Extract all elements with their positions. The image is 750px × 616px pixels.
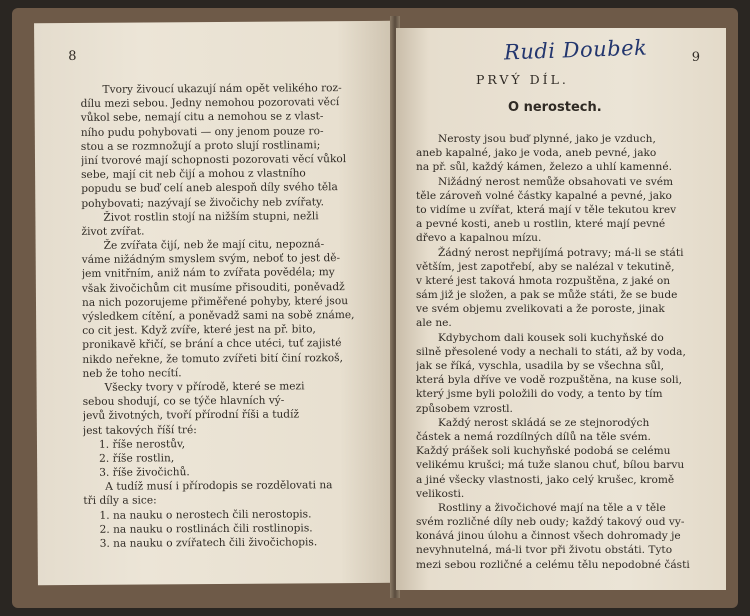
text-line: Tvory živoucí ukazují nám opět velikého roz-	[102, 82, 342, 96]
text-line: jem vnitřním, aniž nám to zvířata povědéla; my	[81, 266, 335, 281]
text-line: Každý prášek soli kuchyňské podobá se celému	[416, 445, 671, 458]
text-line: pronikavě křičí, se brání a chce utéci, tuť zajisté	[82, 337, 342, 352]
text-line: svém rozličné díly neb oudy; každý takový oud vy-	[416, 516, 685, 529]
text-line: aneb kapalné, jako je voda, aneb pevné, jako	[416, 147, 657, 160]
part-title: PRVÝ DÍL.	[476, 72, 569, 87]
list-item: 2. na nauku o rostlinách čili rostlinopis.	[99, 522, 313, 536]
text-line: stou a se rozmnožují a proto slují rostlinami;	[80, 139, 321, 153]
text-line: Žádný nerost nepřijímá potravy; má-li se státi	[438, 246, 684, 259]
text-line: jiní tvorové mají schopnosti pozorovati věcí vůkol	[80, 153, 347, 167]
text-line: Kdybychom dali kousek soli kuchyňské do	[438, 331, 664, 344]
text-line: a jiné všecky vlastnosti, jako celý krušec, kromě	[416, 473, 675, 486]
list-item: 2. říše rostlin,	[99, 452, 175, 465]
text-line: Že zvířata čijí, neb že mají citu, nepozná-	[103, 238, 325, 252]
text-line: dřevo a kapalnou mízu.	[416, 232, 542, 245]
handwritten-signature: Rudi Doubek	[503, 35, 648, 65]
text-line: dílu mezi sebou. Jedny nemohou pozorovati věcí	[80, 96, 340, 111]
text-line: částek a nemá rozdílných dílů na těle svém.	[416, 430, 651, 443]
text-line: v které jest taková hmota rozpuštěna, z jaké on	[416, 274, 671, 287]
list-item: 1. říše nerostův,	[98, 437, 186, 451]
text-line: vůkol sebe, nemají citu a nemohou se z vlast-	[80, 110, 324, 125]
left-page	[34, 21, 394, 585]
text-line: sebou shodují, co se týče hlavních vý-	[82, 394, 285, 409]
text-line: Rostliny a živočichové mají na těle a v těle	[438, 501, 666, 514]
text-line: pohybovati; nazývají se živočichy neb zvířaty.	[81, 195, 325, 210]
list-item: 3. říše živočichů.	[99, 466, 190, 479]
text-line: konává jinou úlohu a činnost všech dohromady je	[416, 530, 681, 543]
text-line: silně přesolené vody a nechali to státi, až by voda,	[416, 345, 686, 358]
text-line: popudu se buď celí aneb alespoň díly svého těla	[81, 181, 338, 196]
text-line: A tudíž musí i přírodopis se rozdělovati na	[105, 479, 333, 494]
left-page-text	[80, 81, 383, 551]
list-item: 3. na nauku o zvířatech čili živočichopis.	[99, 536, 318, 550]
text-line: těle zároveň volné částky kapalné a pevné, jako	[416, 189, 672, 202]
text-line: nevyhnutelná, má-li tvor při životu obstáti. Tyto	[416, 544, 673, 557]
text-line: sám již je složen, a pak se může státi, že se bude	[416, 289, 678, 302]
page-number: 8	[68, 48, 77, 65]
page-number: 9	[691, 50, 700, 65]
right-page	[396, 28, 726, 590]
text-line: na př. sůl, každý kámen, železo a uhlí kamenné.	[416, 161, 673, 174]
text-line: Život rostlin stojí na nižším stupni, nežli	[103, 209, 319, 224]
text-line: neb že toho necítí.	[82, 366, 182, 380]
text-line: nikdo neřekne, že tomuto zvířeti bití činí rozkoš,	[82, 351, 343, 366]
open-book	[12, 8, 738, 608]
text-line: život zvířat.	[81, 225, 145, 238]
text-line: ale ne.	[416, 317, 452, 330]
text-line: na nich pozorujeme přiměřené pohyby, které jsou	[81, 294, 349, 309]
list-item: 1. na nauku o nerostech čili nerostopis.	[99, 507, 312, 522]
text-line: jest takových říší tré:	[82, 423, 197, 437]
text-line: Nerosty jsou buď plynné, jako je vzduch,	[438, 133, 656, 145]
text-line: jak se říká, vyschla, usadila by se všechna sůl,	[416, 360, 664, 372]
text-line: velikému krušci; má tuže slanou chuť, bílou barvu	[416, 459, 685, 472]
text-line: který jsme byli položili do vody, a tento by tím	[416, 388, 663, 401]
text-line: která byla dříve ve vodě rozpuštěna, na kuse soli,	[416, 374, 683, 387]
text-line: mezi sebou rozličné a celému tělu nepodobné části	[416, 558, 690, 571]
text-line: větším, jest zapotřebí, aby se nalézal v tekutině,	[416, 260, 675, 273]
text-line: způsobem vzrostl.	[416, 402, 513, 415]
right-page-text	[416, 132, 716, 572]
text-line: sebe, mají cit neb čijí a mohou z vlastního	[81, 167, 306, 182]
text-line: jevů životných, tvoří přírodní říši a tudíž	[82, 408, 300, 423]
text-line: velikosti.	[416, 487, 465, 500]
text-line: ve svém objemu zvelikovati a že poroste, jinak	[416, 303, 665, 316]
chapter-title: O nerostech.	[508, 100, 602, 115]
text-line: Všecky tvory v přírodě, které se mezi	[104, 380, 305, 394]
text-line: ního pudu pohybovati — ony jenom pouze ro-	[80, 124, 324, 139]
text-line: Každý nerost skládá se ze stejnorodých	[438, 416, 650, 429]
text-line: to vidíme u zvířat, která mají v těle tekutou krev	[416, 203, 677, 216]
text-line: váme nižádným smyslem svým, neboť to jest dě-	[81, 252, 341, 267]
text-line: co cit jest. Když zvíře, které jest na př. bito,	[82, 323, 316, 338]
text-line: tři díly a sice:	[83, 494, 157, 508]
text-line: Nižádný nerost nemůže obsahovati ve svém	[438, 175, 674, 188]
text-line: však živočichům cit musíme přisouditi, poněvadž	[81, 280, 345, 295]
text-line: a pevné kosti, aneb u rostlin, které mají pevné	[416, 218, 666, 231]
text-line: výsledkem cítění, a poněvadž sami na sobě známe,	[82, 309, 355, 323]
